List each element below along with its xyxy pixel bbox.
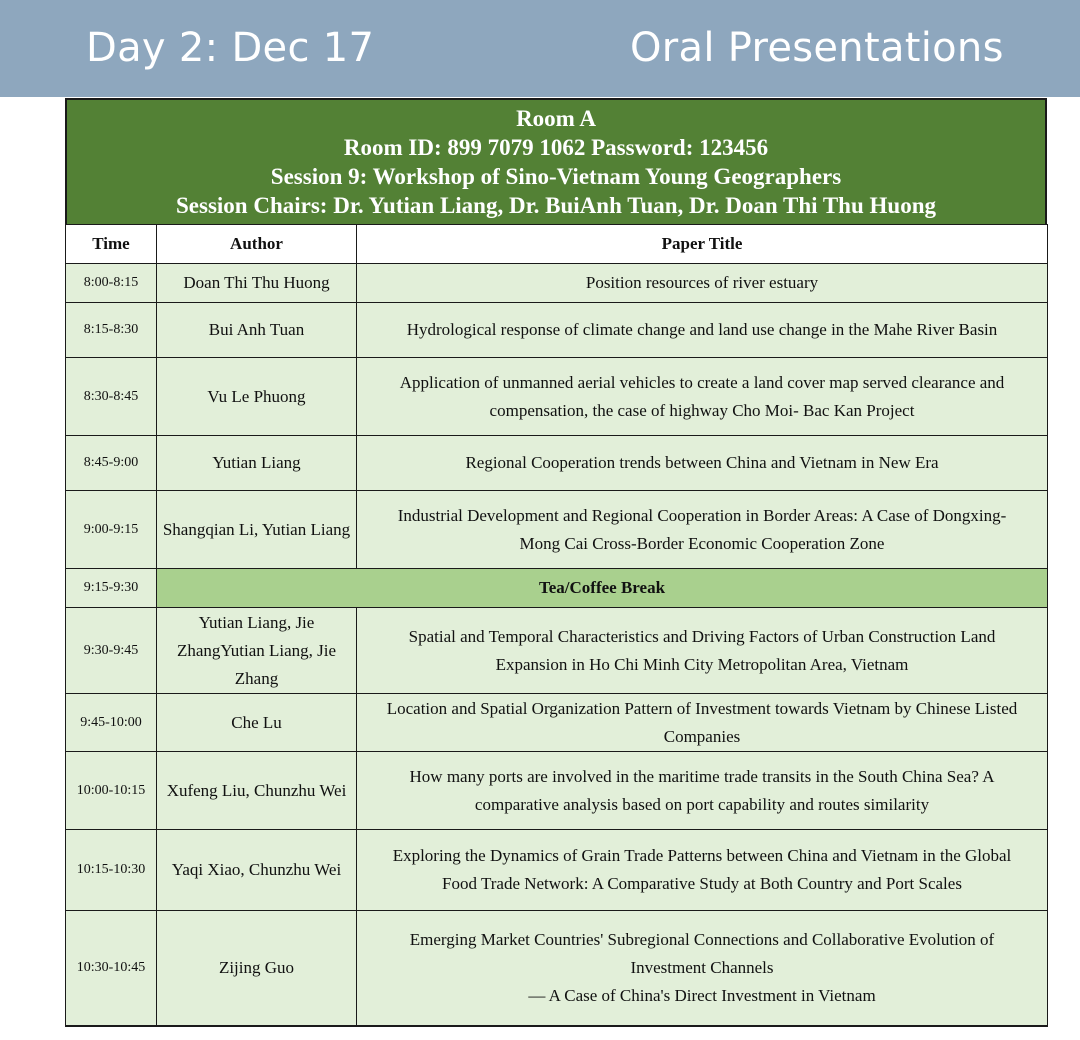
- time-cell: 10:00-10:15: [66, 752, 157, 830]
- paper-title-cell: [357, 436, 1048, 491]
- paper-title-line: Expansion in Ho Chi Minh City Metropolitan Area, Vietnam: [495, 654, 909, 674]
- author-cell: Doan Thi Thu Huong: [157, 264, 357, 303]
- paper-title-line: compensation, the case of highway Cho Moi- Bac Kan Project: [489, 400, 915, 420]
- paper-title-cell: [357, 830, 1048, 911]
- table-row: [66, 303, 1048, 358]
- schedule-panel: [65, 98, 1047, 1027]
- paper-title-line: comparative analysis based on port capability and routes similarity: [474, 794, 930, 814]
- column-header-paper-title: Paper Title: [357, 225, 1048, 264]
- slide-header-bar: [0, 0, 1080, 97]
- table-header-row: [66, 225, 1048, 264]
- time-cell: 9:45-10:00: [66, 694, 157, 752]
- paper-title-cell: [357, 491, 1048, 569]
- paper-title-line: Application of unmanned aerial vehicles to create a land cover map served clearance and: [399, 372, 1005, 392]
- paper-title-line: Exploring the Dynamics of Grain Trade Patterns between China and Vietnam in the Global: [392, 846, 1012, 865]
- room-name: Room A: [516, 106, 596, 131]
- paper-title-cell: [357, 752, 1048, 830]
- paper-title-line: Location and Spatial Organization Pattern of Investment towards Vietnam by Chinese Listed: [386, 698, 1018, 718]
- room-credentials: Room ID: 899 7079 1062 Password: 123456: [343, 135, 769, 160]
- time-cell: 8:45-9:00: [66, 436, 157, 491]
- paper-title-cell: [357, 694, 1048, 752]
- paper-title-cell: [357, 608, 1048, 694]
- paper-title-cell: [357, 358, 1048, 436]
- table-row: [66, 752, 1048, 830]
- column-header-author: Author: [157, 225, 357, 264]
- time-cell: 9:30-9:45: [66, 608, 157, 694]
- session-chairs: Session Chairs: Dr. Yutian Liang, Dr. BuiAnh Tuan, Dr. Doan Thi Thu Huong: [176, 193, 936, 218]
- paper-title-line: Hydrological response of climate change and land use change in the Mahe River Basin: [406, 320, 998, 339]
- time-cell: 8:15-8:30: [66, 303, 157, 358]
- time-cell: 8:00-8:15: [66, 264, 157, 303]
- column-header-time: Time: [66, 225, 157, 264]
- author-cell: Vu Le Phuong: [157, 358, 357, 436]
- paper-title-cell: [357, 303, 1048, 358]
- table-row: [66, 911, 1048, 1026]
- time-cell: 10:30-10:45: [66, 911, 157, 1026]
- table-row: [66, 358, 1048, 436]
- table-row: [66, 491, 1048, 569]
- author-cell: Shangqian Li, Yutian Liang: [157, 491, 357, 569]
- paper-title-cell: [357, 911, 1048, 1026]
- schedule-table: [65, 224, 1048, 1027]
- break-cell: Tea/Coffee Break: [157, 569, 1048, 608]
- table-row: [66, 694, 1048, 752]
- author-cell: Yutian Liang: [157, 436, 357, 491]
- day-label: Day 2: Dec 17: [86, 25, 375, 71]
- author-cell: Yaqi Xiao, Chunzhu Wei: [157, 830, 357, 911]
- time-cell: 8:30-8:45: [66, 358, 157, 436]
- paper-title-line: Regional Cooperation trends between China and Vietnam in New Era: [465, 453, 939, 472]
- author-cell: Bui Anh Tuan: [157, 303, 357, 358]
- break-row: [66, 569, 1048, 608]
- time-cell: 10:15-10:30: [66, 830, 157, 911]
- paper-title-line: Food Trade Network: A Comparative Study at Both Country and Port Scales: [442, 874, 962, 893]
- author-cell: Yutian Liang, Jie ZhangYutian Liang, Jie Zhang: [157, 608, 357, 694]
- session-title: Session 9: Workshop of Sino-Vietnam Young Geographers: [270, 164, 842, 189]
- paper-title-line: Investment Channels: [630, 957, 774, 977]
- paper-title-line: How many ports are involved in the maritime trade transits in the South China Sea? A: [409, 766, 995, 786]
- paper-title-line: Companies: [663, 726, 741, 746]
- time-cell: 9:00-9:15: [66, 491, 157, 569]
- session-header: [65, 98, 1047, 224]
- paper-title-line: Industrial Development and Regional Cooperation in Border Areas: A Case of Dongxing-: [397, 505, 1007, 525]
- paper-title-line: Position resources of river estuary: [585, 273, 819, 292]
- section-title: Oral Presentations: [630, 25, 1004, 71]
- table-row: [66, 264, 1048, 303]
- paper-title-line: Spatial and Temporal Characteristics and Driving Factors of Urban Construction Land: [408, 626, 996, 646]
- author-cell: Zijing Guo: [157, 911, 357, 1026]
- paper-title-line: Emerging Market Countries' Subregional Connections and Collaborative Evolution of: [409, 929, 995, 949]
- paper-title-cell: [357, 264, 1048, 303]
- time-cell: 9:15-9:30: [66, 569, 157, 608]
- paper-title-line: — A Case of China's Direct Investment in Vietnam: [528, 985, 876, 1005]
- table-body: [66, 264, 1048, 1026]
- paper-title-line: Mong Cai Cross-Border Economic Cooperation Zone: [519, 533, 885, 553]
- author-cell: Xufeng Liu, Chunzhu Wei: [157, 752, 357, 830]
- table-row: [66, 608, 1048, 694]
- table-row: [66, 436, 1048, 491]
- table-row: [66, 830, 1048, 911]
- author-cell: Che Lu: [157, 694, 357, 752]
